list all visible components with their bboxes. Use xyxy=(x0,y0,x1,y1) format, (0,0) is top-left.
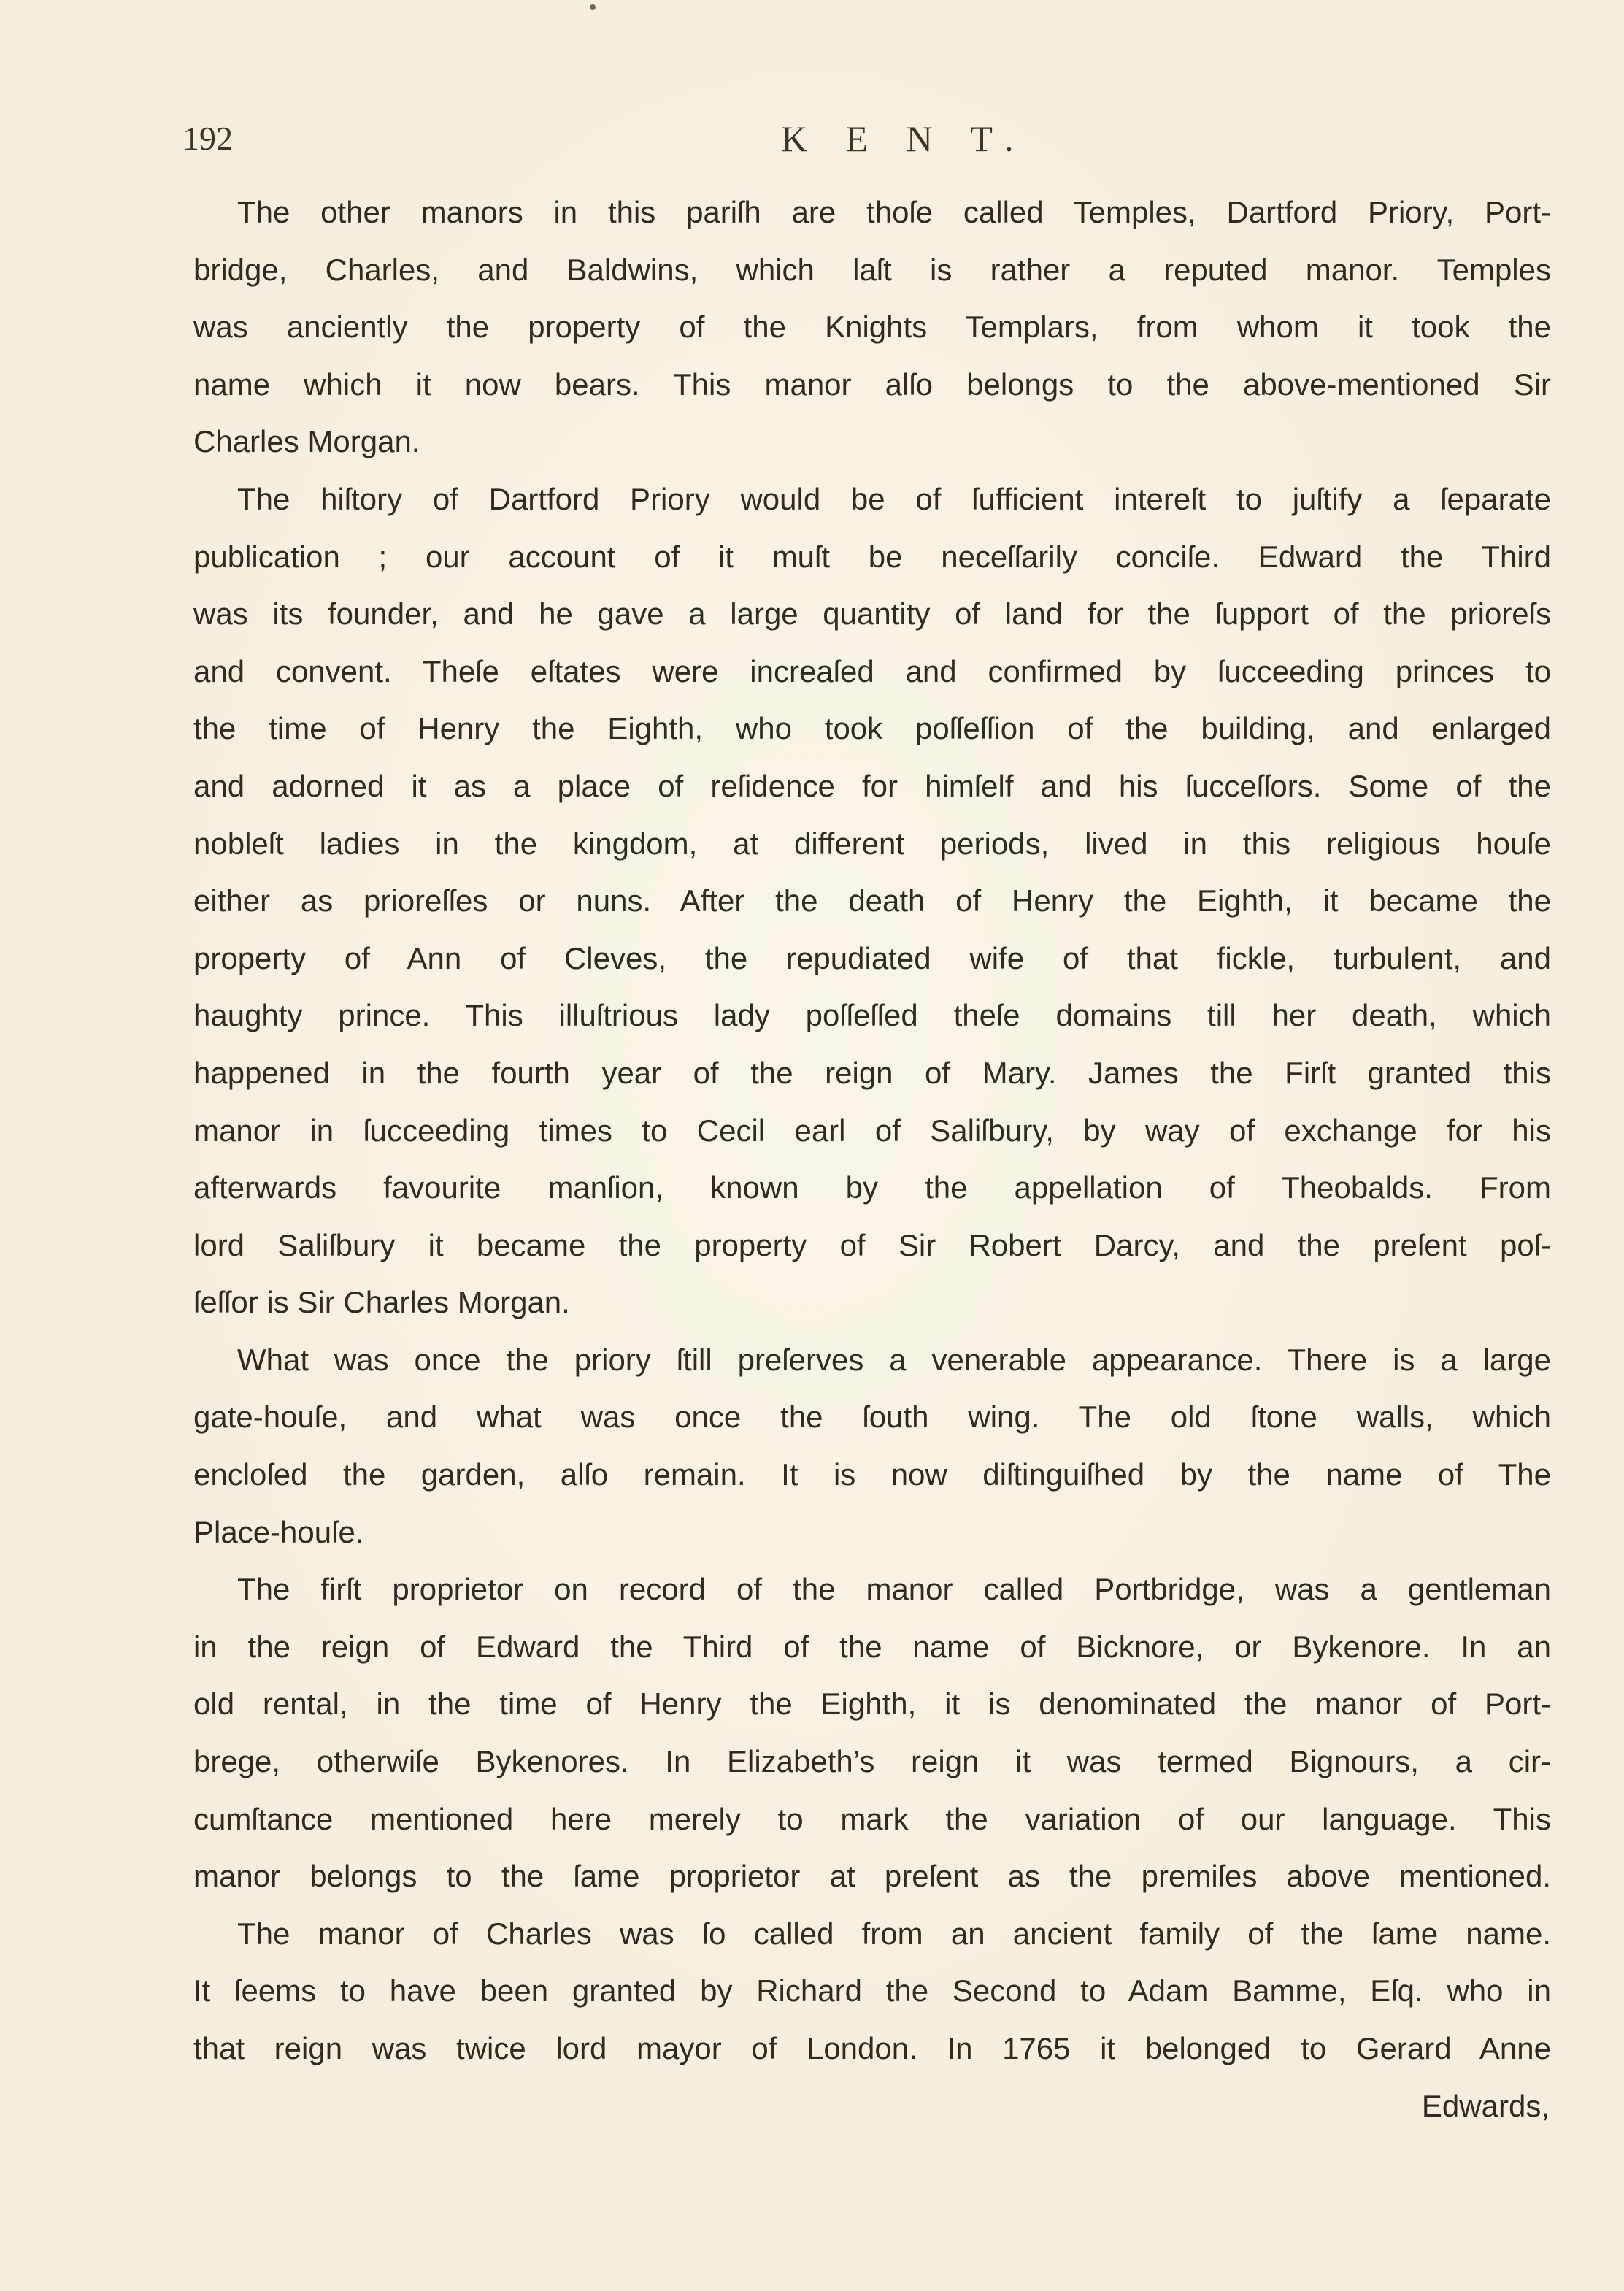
running-head xyxy=(182,117,1540,168)
text-line: The hiſtory of Dartford Priory would be of ſufficient intereſt to juſtify a ſeparate xyxy=(237,481,1551,516)
text-line: Charles Morgan. xyxy=(193,424,420,459)
text-line: that reign was twice lord mayor of London. In 1765 it belonged to Gerard Anne xyxy=(193,2031,1551,2065)
paragraph-place-house xyxy=(193,1332,1551,1561)
text-line: manor belongs to the ſame proprietor at preſent as the premiſes above mentioned. xyxy=(193,1859,1551,1894)
text-line: cumſtance mentioned here merely to mark the variation of our language. This xyxy=(193,1801,1551,1836)
running-title: K E N T. xyxy=(781,118,1028,159)
text-line: haughty prince. This illuſtrious lady poſſeſſed theſe domains till her death, which xyxy=(193,998,1551,1033)
text-line: afterwards favourite manſion, known by the appellation of Theobalds. From xyxy=(193,1170,1551,1205)
text-line: Place-houſe. xyxy=(193,1514,364,1549)
text-line: either as prioreſſes or nuns. After the death of Henry the Eighth, it became the xyxy=(193,883,1551,918)
text-line: ſeſſor is Sir Charles Morgan. xyxy=(193,1285,570,1320)
text-line: in the reign of Edward the Third of the name of Bicknore, or Bykenore. In an xyxy=(193,1629,1551,1664)
text-line: It ſeems to have been granted by Richard the Second to Adam Bamme, Eſq. who in xyxy=(193,1973,1551,2008)
text-line: publication ; our account of it muſt be neceſſarily conciſe. Edward the Third xyxy=(193,539,1551,574)
text-line: happened in the fourth year of the reign of Mary. James the Firſt granted this xyxy=(193,1055,1551,1090)
page-number: 192 xyxy=(182,120,233,157)
text-line: bridge, Charles, and Baldwins, which laſt is rather a reputed manor. Temples xyxy=(193,252,1551,287)
text-line: brege, otherwiſe Bykenores. In Elizabeth’s reign it was termed Bignours, a cir- xyxy=(193,1744,1551,1779)
text-line: the time of Henry the Eighth, who took poſſeſſion of the building, and enlarged xyxy=(193,711,1551,746)
text-line: The other manors in this pariſh are thoſe called Temples, Dartford Priory, Port- xyxy=(237,195,1551,229)
text-line: was its founder, and he gave a large quantity of land for the ſupport of the prioreſs xyxy=(193,596,1551,632)
paragraph-portbridge xyxy=(193,1561,1551,1906)
body-text xyxy=(193,184,1551,2135)
paragraph-dartford-priory xyxy=(193,471,1551,1332)
text-line: and adorned it as a place of reſidence for himſelf and his ſucceſſors. Some of the xyxy=(193,768,1551,803)
text-line: was anciently the property of the Knights Templars, from whom it took the xyxy=(193,310,1551,345)
text-line: manor in ſucceeding times to Cecil earl of Saliſbury, by way of exchange for his xyxy=(193,1113,1551,1148)
text-line: nobleſt ladies in the kingdom, at different periods, lived in this religious houſe xyxy=(193,826,1551,861)
text-line: name which it now bears. This manor alſo belongs to the above-mentioned Sir xyxy=(193,367,1551,402)
text-line: gate-houſe, and what was once the ſouth wing. The old ſtone walls, which xyxy=(193,1400,1551,1435)
text-line: lord Saliſbury it became the property of Sir Robert Darcy, and the preſent poſ- xyxy=(193,1227,1551,1262)
text-line: The firſt proprietor on record of the manor called Portbridge, was a gentleman xyxy=(237,1572,1551,1607)
catchword: Edwards, xyxy=(1421,2088,1550,2123)
text-line: What was once the priory ſtill preſerves a venerable appearance. There is a large xyxy=(237,1342,1551,1377)
paragraph-temples xyxy=(193,184,1551,471)
paragraph-charles xyxy=(193,1906,1551,2078)
text-line: The manor of Charles was ſo called from an ancient family of the ſame name. xyxy=(237,1916,1551,1951)
text-line: property of Ann of Cleves, the repudiated wife of that fickle, turbulent, and xyxy=(193,940,1551,975)
text-line: and convent. Theſe eſtates were increaſed and confirmed by ſucceeding princes to xyxy=(193,653,1551,688)
text-line: old rental, in the time of Henry the Eighth, it is denominated the manor of Port- xyxy=(193,1686,1551,1722)
print-speck xyxy=(590,4,596,10)
text-line: encloſed the garden, alſo remain. It is now diſtinguiſhed by the name of The xyxy=(193,1457,1551,1492)
